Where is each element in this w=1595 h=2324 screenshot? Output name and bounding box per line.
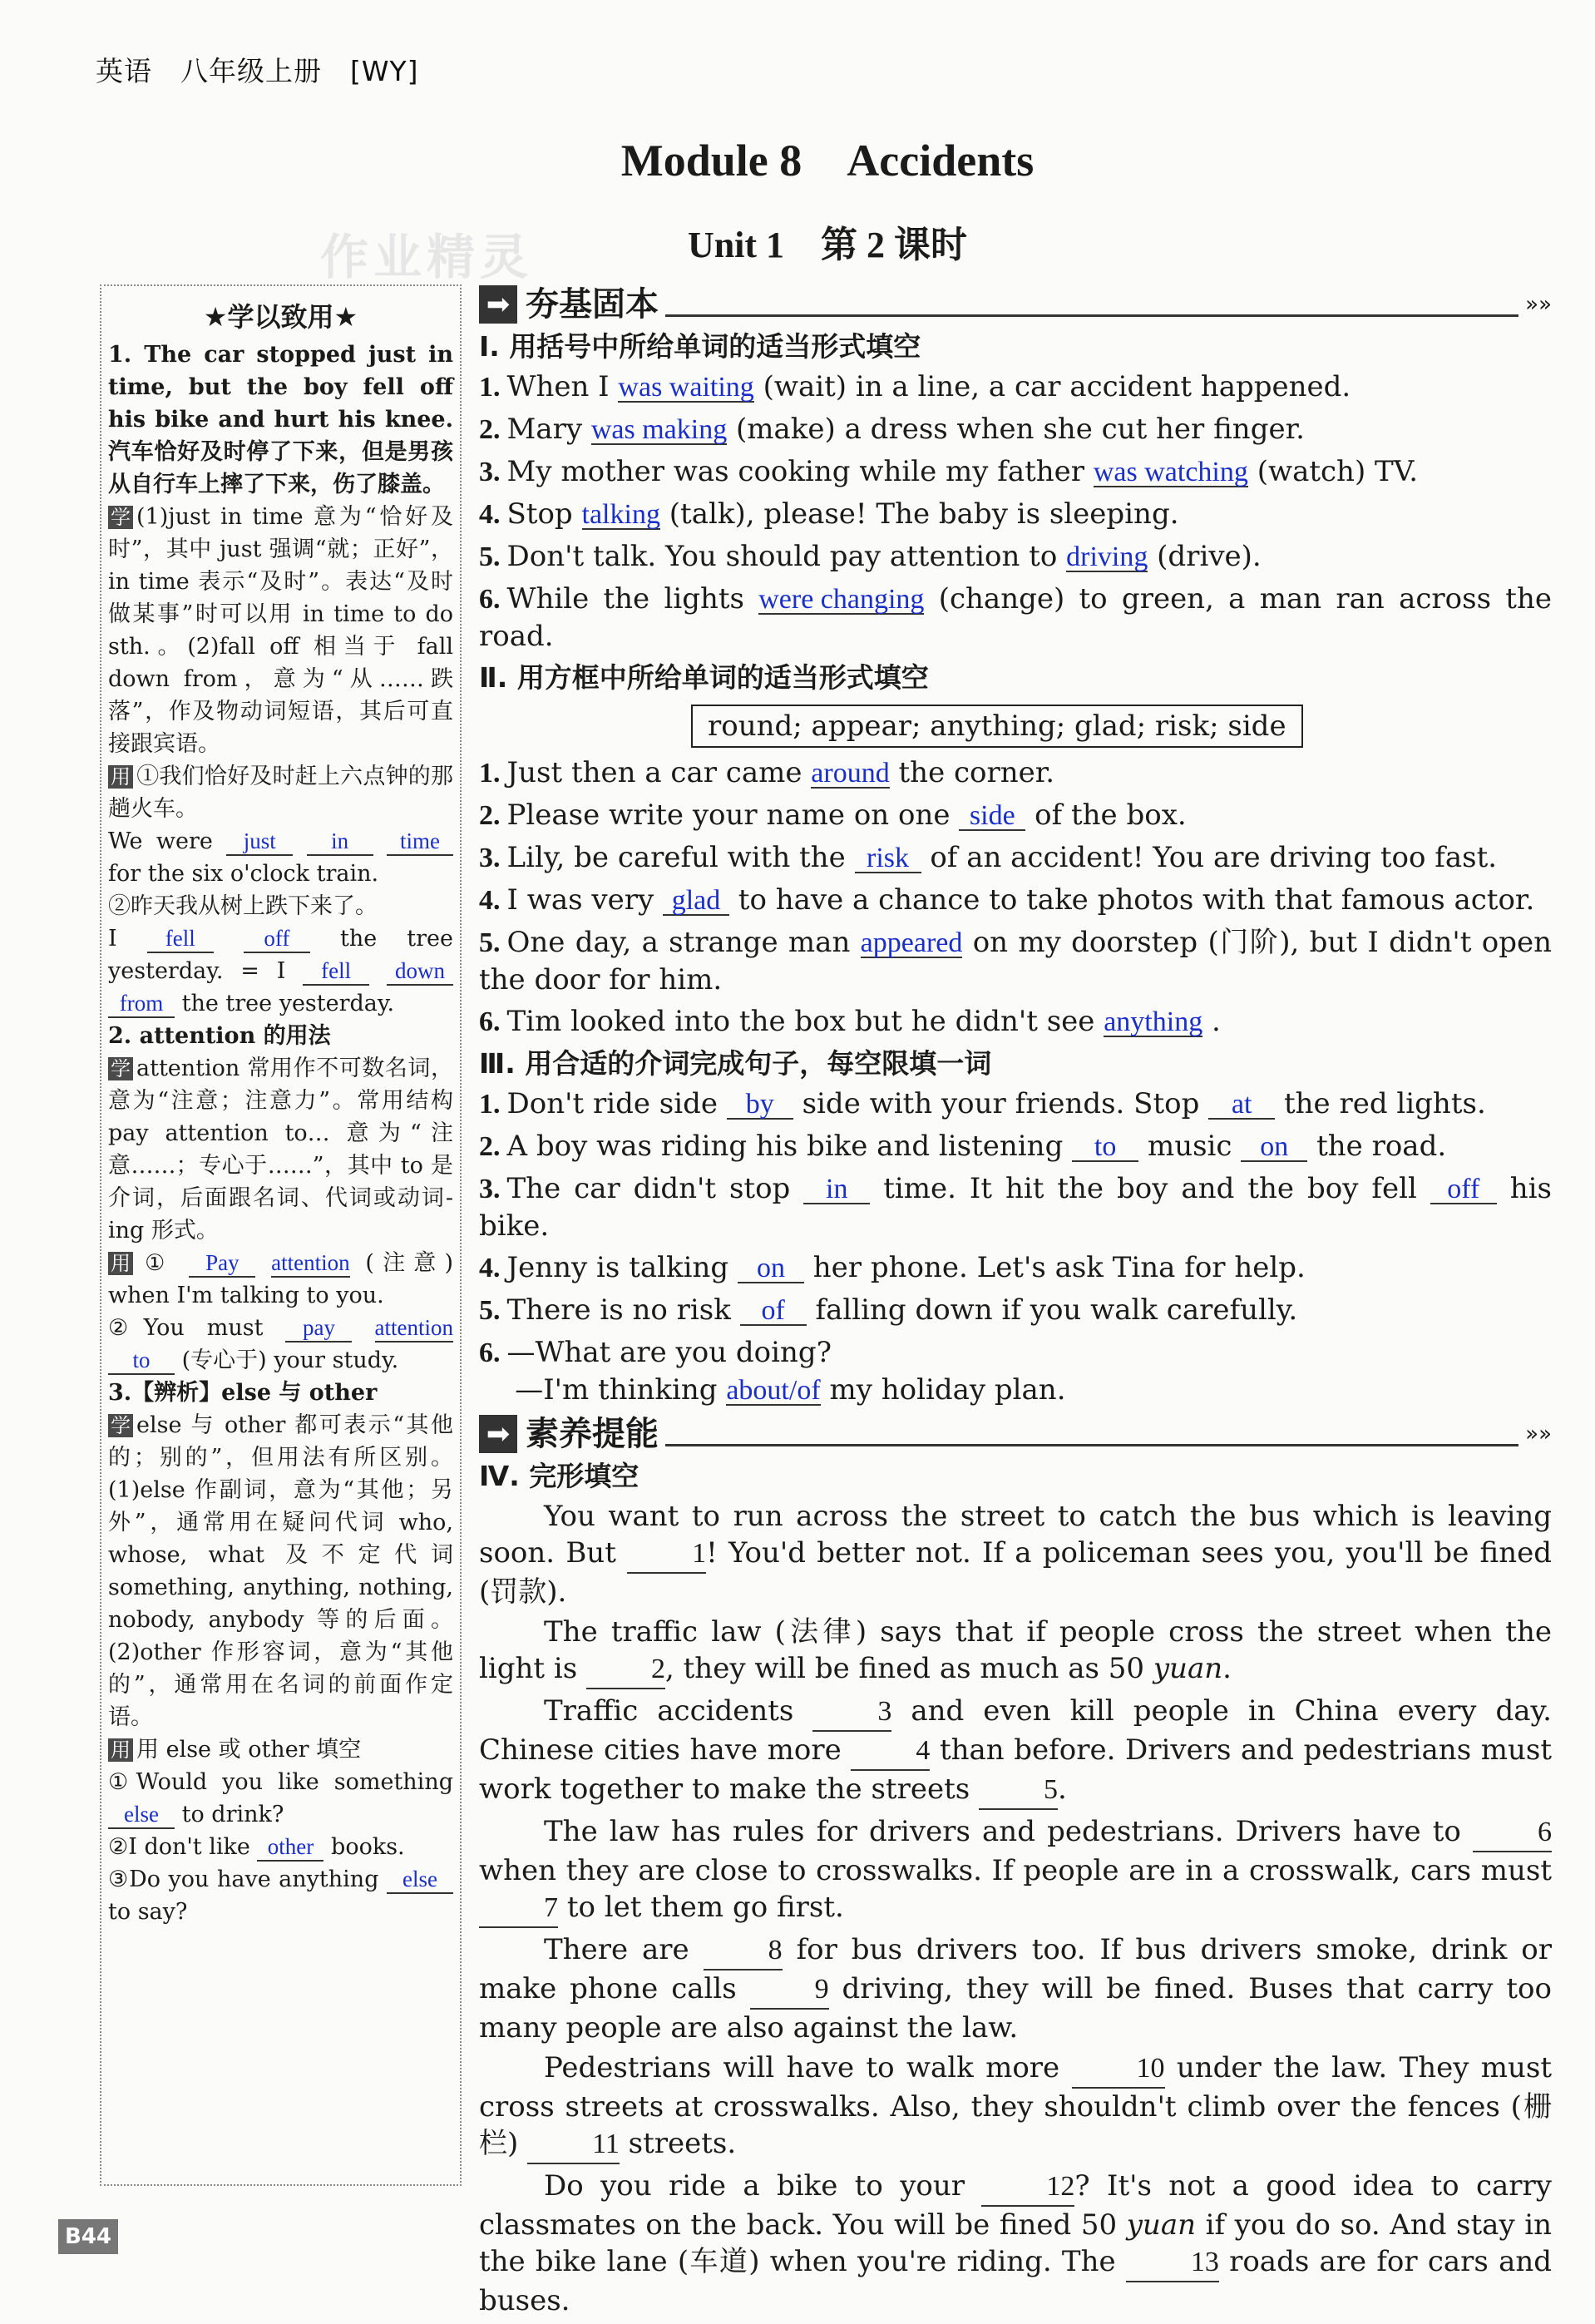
answer-blank: to: [108, 1347, 175, 1375]
answer-blank: attention: [375, 1314, 453, 1342]
cloze-paragraph-3: Traffic accidents 3 and even kill people in China every day. Chinese cities have more 4 than before. Drivers and pedestrians must work together to make the streets 5.: [479, 1693, 1552, 1810]
sidebar-item3-q2: ②I don't like other books.: [108, 1834, 405, 1860]
answer-blank: was watching: [1093, 457, 1248, 487]
answer-blank: anything: [1104, 1006, 1203, 1037]
answer-blank: else: [387, 1866, 453, 1894]
sidebar-item1-use1: 用 ①我们恰好及时赶上六点钟的那趟火车。: [108, 764, 453, 822]
answer-blank: other: [257, 1833, 323, 1862]
answer-blank: Pay: [189, 1249, 255, 1278]
answer-blank: fell: [303, 957, 369, 986]
answer-blank: off: [244, 925, 310, 953]
answer-blank: by: [727, 1091, 793, 1120]
cloze-blank[interactable]: 2: [586, 1651, 665, 1689]
answer-blank: on: [1241, 1134, 1307, 1162]
sidebar-item1-use1-sentence: We were just in time for the six o'clock train.: [108, 825, 453, 890]
answer-blank: just: [226, 828, 293, 856]
cloze-paragraph-4: The law has rules for drivers and pedestrians. Drivers have to 6 when they are close to crosswalks. If people are in a crosswalk, cars must 7 to let them go first.: [479, 1813, 1552, 1928]
part1-question: 4. Stop talking (talk), please! The baby is sleeping.: [479, 497, 1179, 531]
answer-blank: from: [108, 990, 175, 1018]
answer-blank: fell: [147, 925, 214, 953]
cloze-blank[interactable]: 1: [627, 1535, 706, 1574]
cloze-blank[interactable]: 11: [527, 2126, 620, 2164]
part3-q5: 5. There is no risk of falling down if you walk carefully.: [479, 1293, 1298, 1327]
sidebar-item2-use1: 用 ① Pay attention (注意) when I'm talking to you.: [108, 1250, 453, 1308]
section-header-2: ➡ 素养提能 »»: [479, 1415, 1552, 1453]
part3-q2: 2. A boy was riding his bike and listening to music on the road.: [479, 1130, 1447, 1163]
part4-title: Ⅳ. 完形填空: [479, 1460, 639, 1492]
cloze-paragraph-5: There are 8 for bus drivers too. If bus drivers smoke, drink or make phone calls 9 driving, they will be fined. Buses that carry too many people are also against the law.: [479, 1933, 1553, 2045]
divider: [665, 293, 1518, 317]
divider: [665, 1422, 1518, 1446]
answer-blank: in: [307, 828, 373, 856]
part3-q4: 4. Jenny is talking on her phone. Let's ask Tina for help.: [479, 1251, 1306, 1284]
cloze-blank[interactable]: 4: [851, 1733, 930, 1771]
part1-question: 1. When I was waiting (wait) in a line, a car accident happened.: [479, 370, 1351, 403]
tag-yong: 用: [108, 1738, 133, 1762]
part1-question: 2. Mary was making (make) a dress when she cut her finger.: [479, 413, 1305, 446]
watermark: 作业精灵: [320, 229, 534, 285]
answer-blank: on: [738, 1255, 804, 1283]
part2-question: 5. One day, a strange man appeared on my doorstep (门阶), but I didn't open the door for him.: [479, 926, 1552, 996]
arrow-right-icon: ➡: [479, 285, 517, 324]
answer-blank: glad: [663, 888, 729, 916]
part2-title: Ⅱ. 用方框中所给单词的适当形式填空: [479, 661, 929, 694]
answer-blank: driving: [1066, 541, 1148, 572]
part3-q1: 1. Don't ride side by side with your friends. Stop at the red lights.: [479, 1087, 1486, 1120]
module-title: Module 8 Accidents: [620, 136, 1035, 185]
cloze-blank[interactable]: 8: [704, 1932, 783, 1970]
cloze-paragraph-7: Do you ride a bike to your 12? It's not a good idea to carry classmates on the back. You will be fined 50 yuan if you do so. And stay in the bike lane (车道) when you're riding. The 13 roads are for cars and buses.: [479, 2169, 1553, 2317]
answer-blank: risk: [855, 845, 921, 873]
section-header-1: ➡ 夯基固本 »»: [479, 285, 1552, 324]
sidebar-item1-explain: 学 (1)just in time 意为“恰好及时”，其中 just 强调“就；正好”，in time 表示“及时”。表达“及时做某事”时可以用 in time to do sth.。(2)fall off 相当于 fall down from，意为“从……跌落”，作及物动词短语，其后可直接跟宾语。: [108, 504, 453, 757]
part2-question: 2. Please write your name on one side of the box.: [479, 799, 1187, 832]
cloze-blank[interactable]: 7: [479, 1890, 558, 1928]
part3-q6: 6. —What are you doing? —I'm thinking about/of my holiday plan.: [479, 1336, 1066, 1407]
answer-blank: off: [1430, 1176, 1497, 1204]
tag-xue: 学: [108, 1414, 133, 1437]
answer-blank: talking: [581, 499, 660, 530]
double-chevron-icon: »»: [1525, 292, 1552, 317]
answer-blank: to: [1072, 1134, 1138, 1162]
cloze-blank[interactable]: 3: [812, 1694, 891, 1732]
study-sidebar: [100, 284, 462, 2186]
cloze-blank[interactable]: 10: [1072, 2050, 1165, 2089]
answer-blank: side: [959, 803, 1025, 831]
part1-list: [479, 368, 1552, 655]
main-exercises: [479, 279, 1552, 2322]
cloze-blank[interactable]: 5: [979, 1772, 1058, 1810]
answer-blank: pay: [285, 1314, 352, 1342]
answer-blank: were changing: [758, 584, 925, 615]
word-box: round; appear; anything; glad; risk; side: [691, 705, 1303, 748]
sidebar-item1-head: 1. The car stopped just in time, but the boy fell off his bike and hurt his knee. 汽车恰好及时停了下来，但是男孩从自行车上摔了下来，伤了膝盖。: [108, 342, 453, 497]
answer-blank: at: [1208, 1091, 1275, 1120]
cloze-paragraph-2: The traffic law (法律) says that if people cross the street when the light is 2, they will be fined as much as 50 yuan.: [479, 1614, 1552, 1689]
cloze-blank[interactable]: 13: [1126, 2244, 1219, 2282]
part3-q3: 3. The car didn't stop in time. It hit the boy and the boy fell off his bike.: [479, 1172, 1552, 1243]
answer-blank: attention: [271, 1249, 349, 1278]
part1-question: 5. Don't talk. You should pay attention to driving (drive).: [479, 540, 1262, 573]
part2-question: 6. Tim looked into the box but he didn't see anything .: [479, 1005, 1221, 1038]
sidebar-item2-head: 2. attention 的用法: [108, 1023, 331, 1049]
answer-blank: around: [811, 758, 890, 789]
double-chevron-icon: »»: [1525, 1422, 1552, 1446]
answer-blank: appeared: [860, 927, 963, 958]
answer-blank: of: [740, 1298, 807, 1326]
answer-blank: about/of: [726, 1375, 821, 1406]
cloze-blank[interactable]: 12: [981, 2168, 1074, 2207]
part3-title: Ⅲ. 用合适的介词完成句子，每空限填一词: [479, 1047, 992, 1080]
part2-question: 3. Lily, be careful with the risk of an accident! You are driving too fast.: [479, 841, 1498, 874]
sidebar-title: ★学以致用★: [203, 301, 358, 333]
part1-title: Ⅰ. 用括号中所给单词的适当形式填空: [479, 330, 921, 363]
sidebar-item3-q1: ①Would you like something else to drink?: [108, 1769, 453, 1827]
unit-subtitle: Unit 1 第 2 课时: [687, 225, 968, 265]
sidebar-item3-explain: 学 else 与 other 都可表示“其他的；别的”，但用法有所区别。(1)else 作副词，意为“其他；另外”，通常用在疑问代词 who, whose, what 及不定代词 something, anything, nothing, nobody, anybody 等的后面。(2)other 作形容词，意为“其他的”，通常用在名词的前面作定语。: [108, 1412, 453, 1730]
tag-yong: 用: [108, 765, 133, 789]
cloze-paragraph-1: You want to run across the street to catch the bus which is leaving soon. But 1! You'd better not. If a policeman sees you, you'll be fined (罚款).: [479, 1500, 1553, 1609]
answer-blank: was making: [590, 414, 728, 445]
answer-blank: time: [387, 828, 453, 856]
cloze-blank[interactable]: 9: [750, 1971, 829, 2010]
tag-xue: 学: [108, 506, 133, 529]
book-header: 英语 八年级上册 [WY]: [96, 55, 419, 87]
answer-blank: down: [387, 957, 453, 986]
part1-question: 3. My mother was cooking while my father was watching (watch) TV.: [479, 455, 1419, 488]
arrow-right-icon: ➡: [479, 1415, 517, 1453]
part2-question: 4. I was very glad to have a chance to take photos with that famous actor.: [479, 883, 1535, 917]
page-number: B44: [58, 2219, 118, 2254]
tag-yong: 用: [108, 1252, 133, 1275]
answer-blank: else: [108, 1801, 175, 1829]
cloze-paragraph-6: Pedestrians will have to walk more 10 under the law. They must cross streets at crosswalks. Also, they shouldn't climb over the fences (栅栏) 11 streets.: [479, 2050, 1552, 2164]
sidebar-item2-use2: ②You must pay attention to (专心于) your study.: [108, 1315, 453, 1373]
sidebar-item3-head: 3.【辨析】else 与 other: [108, 1380, 378, 1406]
part1-question: 6. While the lights were changing (change) to green, a man ran across the road.: [479, 582, 1552, 653]
cloze-blank[interactable]: 6: [1473, 1814, 1552, 1852]
sidebar-item1-use2: ②昨天我从树上跌下来了。: [108, 893, 378, 919]
sidebar-item2-explain: 学 attention 常用作不可数名词，意为“注意；注意力”。常用结构 pay attention to… 意为“注意……；专心于……”，其中 to 是介词，后面跟名词、代词或动词-ing 形式。: [108, 1056, 453, 1244]
answer-blank: in: [803, 1176, 870, 1204]
tag-xue: 学: [108, 1057, 133, 1080]
sidebar-item1-use2-sentence: I fell off the tree yesterday. = I fell down from the tree yesterday.: [108, 926, 454, 1016]
part2-question: 1. Just then a car came around the corner.: [479, 756, 1055, 789]
part2-list: [479, 754, 1552, 1041]
answer-blank: was waiting: [618, 372, 754, 403]
sidebar-item3-use: 用 用 else 或 other 填空: [108, 1733, 453, 1766]
sidebar-item3-q3: ③Do you have anything else to say?: [108, 1863, 453, 1928]
